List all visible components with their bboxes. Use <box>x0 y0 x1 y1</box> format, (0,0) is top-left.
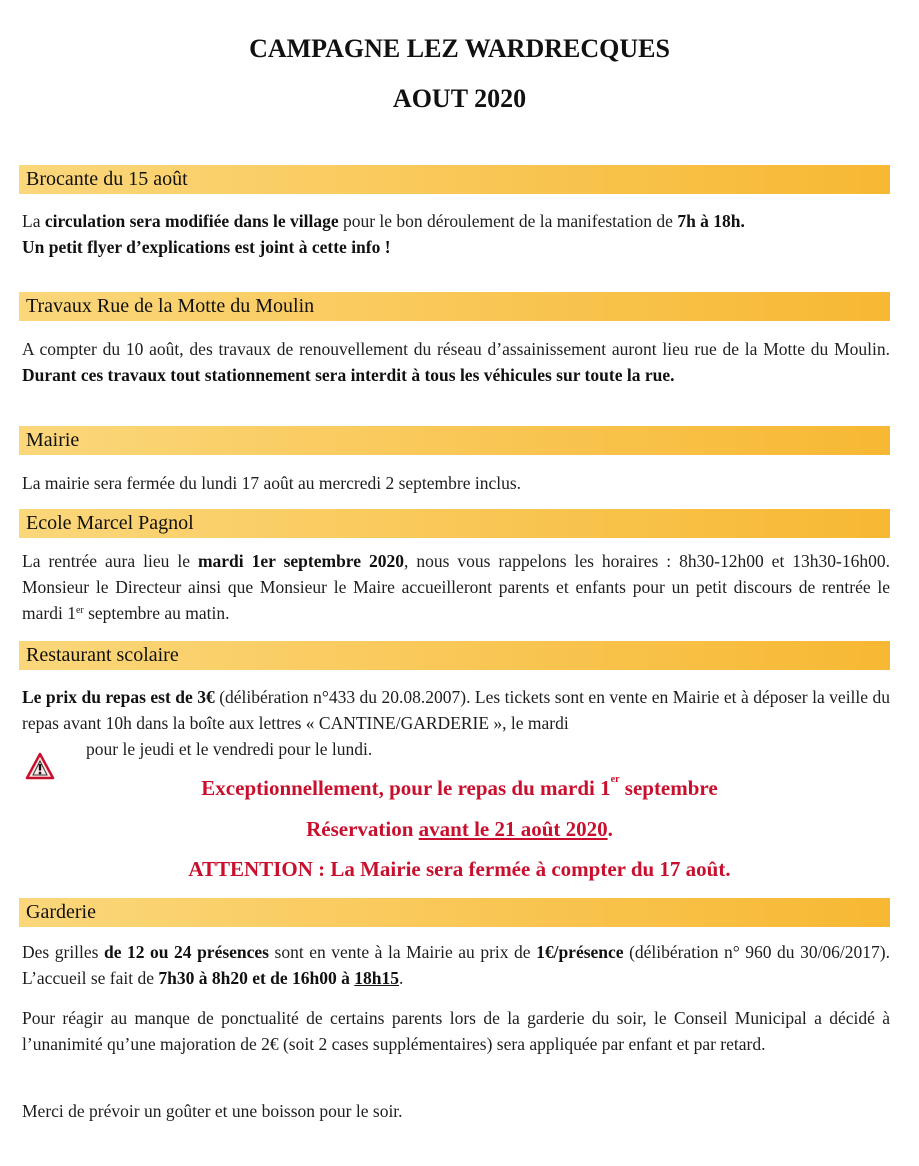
section-heading-mairie: Mairie <box>19 426 890 455</box>
alert-exceptionnellement: Exceptionnellement, pour le repas du mardi 1er septembre <box>201 774 718 800</box>
page-title: CAMPAGNE LEZ WARDRECQUES <box>249 34 670 63</box>
section-heading-travaux: Travaux Rue de la Motte du Moulin <box>19 292 890 321</box>
page-subtitle: AOUT 2020 <box>392 84 527 113</box>
ecole-paragraph: La rentrée aura lieu le mardi 1er septembre 2020, nous vous rappelons les horaires : 8h30-12h00 et 13h30-16h00. Monsieur le Directeur ainsi que Monsieur le Maire accueilleront parents et enfants pour un petit discours de rentrée le mardi 1er septembre au matin. <box>22 551 891 623</box>
alert-attention: ATTENTION : La Mairie sera fermée à compter du 17 août. <box>188 857 731 881</box>
restaurant-paragraph: Le prix du repas est de 3€ (délibération n°433 du 20.08.2007). Les tickets sont en vente en Mairie et à déposer la veille du repas avant 10h dans la boîte aux lettres « CANTINE/GARDERIE », le mardi <box>22 687 891 733</box>
brocante-paragraph: La circulation sera modifiée dans le village pour le bon déroulement de la manifestation de 7h à 18h. Un petit flyer d’explications est joint à cette info ! <box>22 211 745 257</box>
restaurant-paragraph-continued: pour le jeudi et le vendredi pour le lundi. <box>86 739 373 759</box>
section-heading-garderie: Garderie <box>19 898 890 927</box>
section-heading-brocante: Brocante du 15 août <box>19 165 890 194</box>
section-heading-restaurant: Restaurant scolaire <box>19 641 890 670</box>
travaux-paragraph: A compter du 10 août, des travaux de renouvellement du réseau d’assainissement auront lieu rue de la Motte du Moulin. Durant ces travaux tout stationnement sera interdit à tous les véhicules sur toute la rue. <box>22 339 890 385</box>
section-heading-ecole: Ecole Marcel Pagnol <box>19 509 890 538</box>
garderie-paragraph-3: Merci de prévoir un goûter et une boisson pour le soir. <box>22 1101 403 1121</box>
alert-reservation: Réservation avant le 21 août 2020. <box>306 817 613 841</box>
mairie-paragraph: La mairie sera fermée du lundi 17 août au mercredi 2 septembre inclus. <box>22 473 522 493</box>
garderie-paragraph-2: Pour réagir au manque de ponctualité de certains parents lors de la garderie du soir, le Conseil Municipal a décidé à l’unanimité qu’une majoration de 2€ (soit 2 cases supplémentaires) sera appliquée par enfant et par retard. <box>22 1008 890 1054</box>
garderie-paragraph-1: Des grilles de 12 ou 24 présences sont en vente à la Mairie au prix de 1€/présence (délibération n° 960 du 30/06/2017). L’accueil se fait de 7h30 à 8h20 et de 16h00 à 18h15. <box>22 942 890 988</box>
